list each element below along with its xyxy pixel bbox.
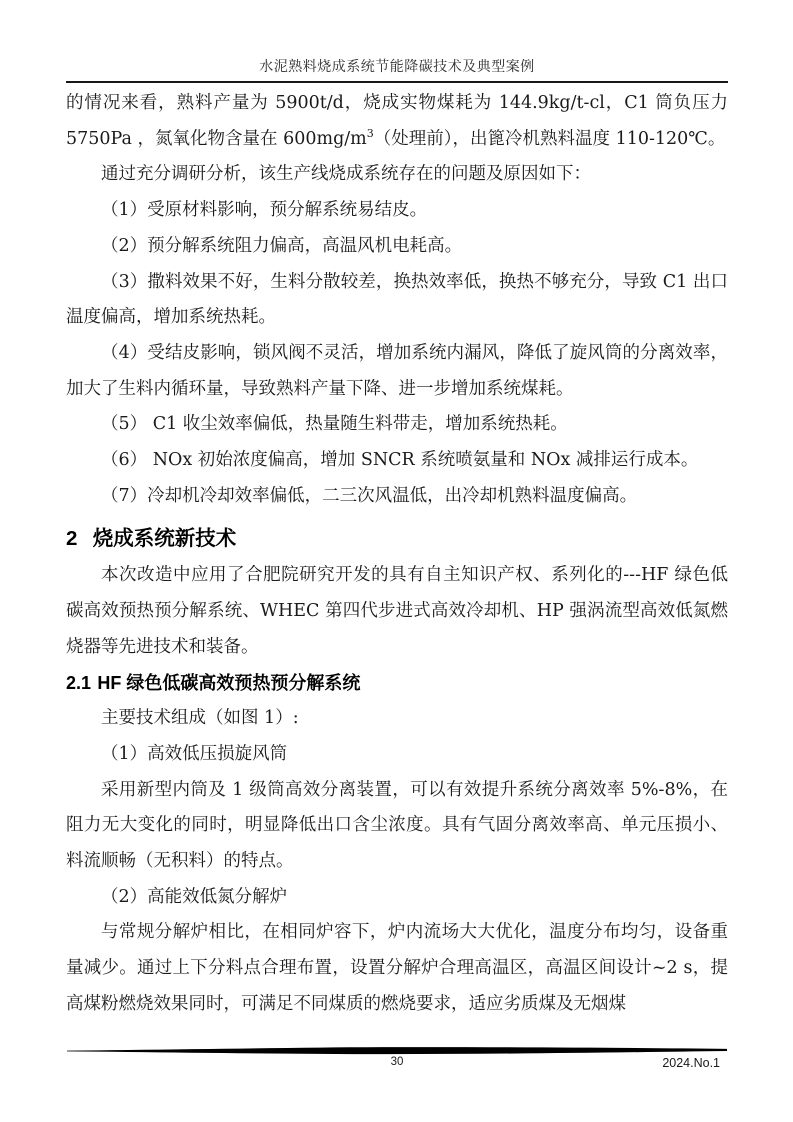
paragraph-survey-lead: 通过充分调研分析，该生产线烧成系统存在的问题及原因如下： [101,164,591,185]
problem-item-1: （1）受原材料影响，预分解系统易结皮。 [101,200,428,221]
footer-row [66,1056,728,1074]
page-footer [66,1046,728,1074]
section-2-number: 2 [66,527,78,551]
problem-item-2: （2）预分解系统阻力偏高，高温风机电耗高。 [101,235,463,256]
problem-item-3: （3）撒料效果不好，生料分散较差，换热效率低，换热不够充分，导致 C1 出口温度偏高，增加系统热耗。 [66,271,728,328]
paragraph-cyclone-title: （1）高效低压损旋风筒 [101,743,288,764]
paragraph-s21-lead: 主要技术组成（如图 1）: [101,708,299,729]
body-text [66,86,728,1023]
running-header-title: 水泥熟料烧成系统节能降碳技术及典型案例 [259,59,535,75]
section-2-1-number: 2.1 [66,672,92,693]
paragraph-section2-intro: 本次改造中应用了合肥院研究开发的具有自主知识产权、系列化的---HF 绿色低碳高效预热预分解系统、WHEC 第四代步进式高效冷却机、HP 强涡流型高效低氮燃烧器等先进技术和装备。 [66,565,728,657]
page-content [66,56,728,1023]
problem-item-4: （4）受结皮影响，锁风阀不灵活，增加系统内漏风，降低了旋风筒的分离效率，加大了生料内循环量，导致熟料产量下降、进一步增加系统煤耗。 [66,342,728,399]
intro-text-pre: 的情况来看，熟料产量为 5900t/d，烧成实物煤耗为 144.9kg/t-cl，C1 筒负压力 5750Pa ，氮氧化物含量在 600mg/m [66,93,728,149]
footer-rule [66,1046,728,1055]
paragraph-calciner-title: （2）高能效低氮分解炉 [101,886,288,907]
paragraph-cyclone-body: 采用新型内筒及 1 级筒高效分离装置，可以有效提升系统分离效率 5%-8%，在阻力无大变化的同时，明显降低出口含尘浓度。具有气固分离效率高、单元压损小、料流顺畅（无积料）的特点。 [66,779,728,872]
superscript-3: 3 [366,126,374,140]
issue-label: 2024.No.1 [662,1056,720,1070]
header-rule [66,81,728,83]
section-2-1-title: HF 绿色低碳高效预热预分解系统 [97,672,361,693]
section-2-title: 烧成系统新技术 [92,527,237,551]
intro-text-post: （处理前），出篦冷机熟料温度 110-120℃。 [373,128,726,149]
paragraph-calciner-body: 与常规分解炉相比，在相同炉容下，炉内流场大大优化，温度分布均匀，设备重量减少。通过上下分料点合理布置，设置分解炉合理高温区，高温区间设计~2 s，提高煤粉燃烧效果同时，可满足不同煤质的燃烧要求，适应劣质煤及无烟煤 [66,922,728,1014]
paragraph-intro [66,86,728,157]
section-2-1-heading [66,666,728,702]
problem-item-6: （6） NOx 初始浓度偏高，增加 SNCR 系统喷氨量和 NOx 减排运行成本。 [101,450,699,471]
problem-item-5: （5） C1 收尘效率偏低，热量随生料带走，增加系统热耗。 [101,414,568,435]
page-number: 30 [390,1056,404,1068]
problem-item-7: （7）冷却机冷却效率偏低，二三次风温低，出冷却机熟料温度偏高。 [101,485,638,506]
section-2-heading [66,522,728,556]
